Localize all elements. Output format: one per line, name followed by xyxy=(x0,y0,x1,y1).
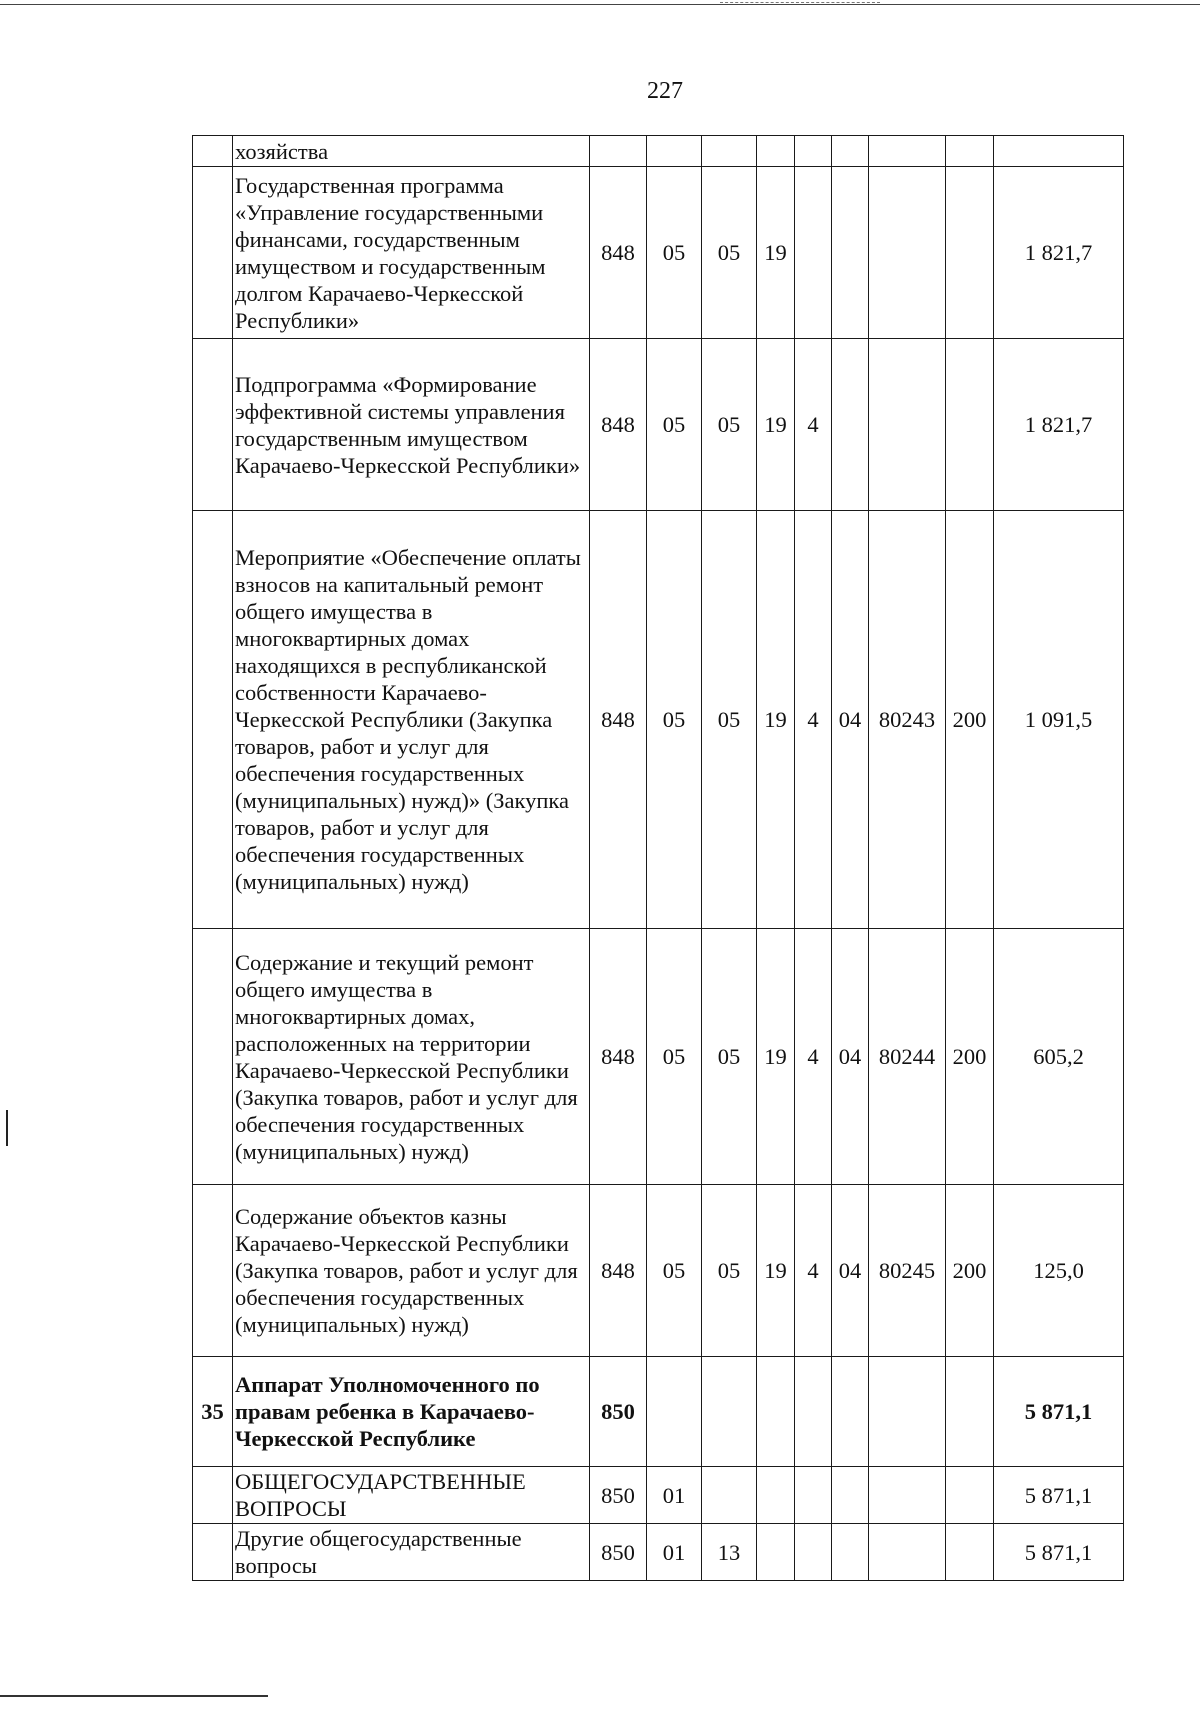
code-event xyxy=(832,339,869,511)
code-program: 19 xyxy=(757,339,795,511)
table-row xyxy=(193,1524,1124,1581)
code-expense-type: 200 xyxy=(946,1185,994,1357)
code-section: 01 xyxy=(647,1467,702,1524)
code-subprogram xyxy=(795,1524,832,1581)
row-name: Мероприятие «Обеспечение оплаты взносов на капитальный ремонт общего имущества в многоквартирных домах находящихся в республиканской собственности Карачаево-Черкесской Республики (Закупка товаров, работ и услуг для обеспечения государственных (муниципальных) нужд)» (Закупка товаров, работ и услуг для обеспечения государственных (муниципальных) нужд) xyxy=(233,511,590,929)
row-amount: 125,0 xyxy=(994,1185,1124,1357)
table-row xyxy=(193,136,1124,167)
row-name: Содержание и текущий ремонт общего имущества в многоквартирных домах, расположенных на территории Карачаево-Черкесской Республики (Закупка товаров, работ и услуг для обеспечения государственных (муниципальных) нужд) xyxy=(233,929,590,1185)
row-index xyxy=(193,511,233,929)
row-name: Другие общегосударственные вопросы xyxy=(233,1524,590,1581)
code-section: 05 xyxy=(647,929,702,1185)
table-row xyxy=(193,511,1124,929)
scan-edge-line-bottom xyxy=(0,1695,268,1697)
code-ministry: 848 xyxy=(590,167,647,339)
code-event xyxy=(832,167,869,339)
table-row xyxy=(193,167,1124,339)
code-ministry: 848 xyxy=(590,929,647,1185)
code-expense-type xyxy=(946,1524,994,1581)
code-subprogram xyxy=(795,1357,832,1467)
code-program xyxy=(757,1524,795,1581)
table-row xyxy=(193,1357,1124,1467)
code-subsection xyxy=(702,136,757,167)
code-program xyxy=(757,1357,795,1467)
code-event: 04 xyxy=(832,511,869,929)
code-section: 05 xyxy=(647,339,702,511)
scan-edge-line-top xyxy=(0,4,1200,5)
code-direction: 80245 xyxy=(869,1185,946,1357)
table-row xyxy=(193,1185,1124,1357)
row-index xyxy=(193,1185,233,1357)
row-index xyxy=(193,929,233,1185)
scan-edge-dash-top xyxy=(720,2,880,3)
code-ministry xyxy=(590,136,647,167)
code-direction xyxy=(869,339,946,511)
row-amount: 605,2 xyxy=(994,929,1124,1185)
table-row xyxy=(193,1467,1124,1524)
code-ministry: 850 xyxy=(590,1524,647,1581)
row-amount: 1 821,7 xyxy=(994,167,1124,339)
code-subprogram xyxy=(795,167,832,339)
code-subprogram xyxy=(795,136,832,167)
code-ministry: 848 xyxy=(590,339,647,511)
code-section: 01 xyxy=(647,1524,702,1581)
row-amount: 5 871,1 xyxy=(994,1524,1124,1581)
row-index xyxy=(193,339,233,511)
code-subsection: 05 xyxy=(702,511,757,929)
row-name: ОБЩЕГОСУДАРСТВЕННЫЕ ВОПРОСЫ xyxy=(233,1467,590,1524)
row-index xyxy=(193,1467,233,1524)
code-direction xyxy=(869,1357,946,1467)
code-event: 04 xyxy=(832,929,869,1185)
code-section xyxy=(647,136,702,167)
row-name: Содержание объектов казны Карачаево-Черкесской Республики (Закупка товаров, работ и услуг для обеспечения государственных (муниципальных) нужд) xyxy=(233,1185,590,1357)
code-section: 05 xyxy=(647,1185,702,1357)
code-program xyxy=(757,1467,795,1524)
code-subsection: 05 xyxy=(702,1185,757,1357)
code-expense-type xyxy=(946,339,994,511)
code-expense-type: 200 xyxy=(946,929,994,1185)
row-index: 35 xyxy=(193,1357,233,1467)
code-direction xyxy=(869,1524,946,1581)
code-subsection: 05 xyxy=(702,167,757,339)
code-ministry: 850 xyxy=(590,1467,647,1524)
code-direction: 80244 xyxy=(869,929,946,1185)
row-index xyxy=(193,1524,233,1581)
code-program: 19 xyxy=(757,511,795,929)
row-amount: 5 871,1 xyxy=(994,1467,1124,1524)
code-program: 19 xyxy=(757,929,795,1185)
code-section: 05 xyxy=(647,511,702,929)
row-index xyxy=(193,167,233,339)
code-subsection xyxy=(702,1467,757,1524)
code-ministry: 848 xyxy=(590,1185,647,1357)
code-subsection: 05 xyxy=(702,339,757,511)
scan-margin-mark xyxy=(6,1110,8,1146)
code-section: 05 xyxy=(647,167,702,339)
code-direction: 80243 xyxy=(869,511,946,929)
code-event xyxy=(832,136,869,167)
code-subprogram: 4 xyxy=(795,511,832,929)
code-program xyxy=(757,136,795,167)
code-program: 19 xyxy=(757,167,795,339)
code-event: 04 xyxy=(832,1185,869,1357)
code-subprogram: 4 xyxy=(795,929,832,1185)
row-amount: 5 871,1 xyxy=(994,1357,1124,1467)
code-subprogram: 4 xyxy=(795,339,832,511)
code-direction xyxy=(869,136,946,167)
code-event xyxy=(832,1524,869,1581)
code-subsection xyxy=(702,1357,757,1467)
page-number: 227 xyxy=(647,78,683,104)
code-subsection: 13 xyxy=(702,1524,757,1581)
budget-table xyxy=(192,135,1124,1581)
code-event xyxy=(832,1357,869,1467)
row-name: Аппарат Уполномоченного по правам ребенка в Карачаево-Черкесской Республике xyxy=(233,1357,590,1467)
code-expense-type xyxy=(946,167,994,339)
table-row xyxy=(193,339,1124,511)
code-ministry: 848 xyxy=(590,511,647,929)
code-subsection: 05 xyxy=(702,929,757,1185)
code-expense-type: 200 xyxy=(946,511,994,929)
row-amount: 1 821,7 xyxy=(994,339,1124,511)
code-ministry: 850 xyxy=(590,1357,647,1467)
code-event xyxy=(832,1467,869,1524)
code-expense-type xyxy=(946,1357,994,1467)
row-amount: 1 091,5 xyxy=(994,511,1124,929)
code-expense-type xyxy=(946,1467,994,1524)
row-name: Подпрограмма «Формирование эффективной системы управления государственным имуществом Карачаево-Черкесской Республики» xyxy=(233,339,590,511)
code-expense-type xyxy=(946,136,994,167)
code-subprogram xyxy=(795,1467,832,1524)
row-index xyxy=(193,136,233,167)
table-row xyxy=(193,929,1124,1185)
code-direction xyxy=(869,167,946,339)
row-name: хозяйства xyxy=(233,136,590,167)
row-amount xyxy=(994,136,1124,167)
code-program: 19 xyxy=(757,1185,795,1357)
code-section xyxy=(647,1357,702,1467)
code-subprogram: 4 xyxy=(795,1185,832,1357)
code-direction xyxy=(869,1467,946,1524)
row-name: Государственная программа «Управление государственными финансами, государственным имуществом и государственным долгом Карачаево-Черкесской Республики» xyxy=(233,167,590,339)
